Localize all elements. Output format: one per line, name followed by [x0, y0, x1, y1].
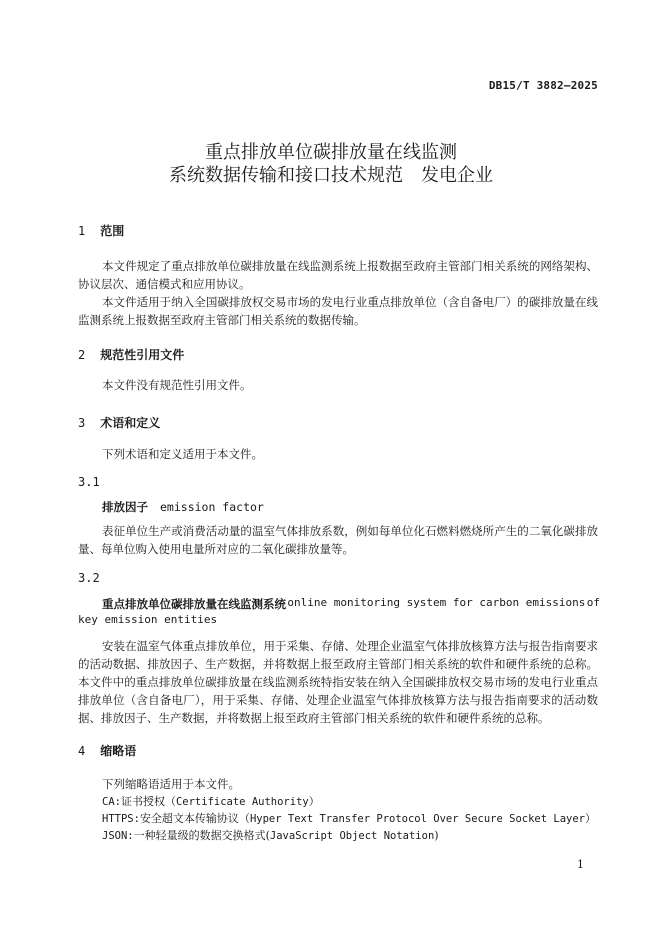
abbreviation-english: JavaScript Object Notation [269, 830, 435, 842]
abbreviation-item [102, 827, 439, 845]
abbreviation-term: JSON: [102, 830, 134, 842]
abbreviation-description: 证书授权（ [120, 795, 176, 808]
abbreviation-english: Certificate Authority [175, 796, 309, 808]
term-3-2-definition: 安装在温室气体重点排放单位，用于采集、存储、处理企业温室气体排放核算方法与报告指南要求的活动数据、排放因子、生产数据，并将数据上报至政府主管部门相关系统的软件和硬件系统的总称。本文件中的重点排放单位碳排放量在线监测系统特指安装在纳入全国碳排放权交易市场的发电行业重点排放单位（含自备电厂），用于采集、存储、处理企业温室气体排放核算方法与报告指南要求的活动数据、排放因子、生产数据，并将数据上报至政府主管部门相关系统的软件和硬件系统的总称。 [78, 639, 598, 725]
section-title: 术语和定义 [100, 416, 161, 430]
section-title: 范围 [100, 224, 125, 238]
section-4-intro: 下列缩略语适用于本文件。 [102, 777, 240, 791]
abbreviation-close: ） [584, 812, 596, 825]
section-number: 1 [78, 224, 86, 238]
abbreviation-english: Hyper Text Transfer Protocol Over Secure Socket Layer [249, 813, 585, 825]
document-code: DB15/T 3882—2025 [488, 79, 598, 92]
term-3-1-number: 3.1 [78, 475, 100, 489]
section-1-heading [78, 222, 124, 239]
abbreviation-close: ） [308, 795, 320, 808]
document-title-line-2: 系统数据传输和接口技术规范 发电企业 [169, 165, 493, 186]
abbreviation-close: ) [434, 829, 439, 842]
section-4-heading [78, 742, 136, 759]
section-number: 4 [78, 744, 86, 758]
section-3-paragraph-1: 下列术语和定义适用于本文件。 [102, 447, 263, 461]
section-title: 规范性引用文件 [100, 348, 185, 362]
section-2-heading [78, 346, 184, 363]
section-number: 2 [78, 348, 86, 362]
term-3-1-title [102, 499, 264, 515]
abbreviation-term: CA: [102, 796, 121, 808]
section-1-paragraph-1: 本文件规定了重点排放单位碳排放量在线监测系统上报数据至政府主管部门相关系统的网络架构、协议层次、通信模式和应用协议。 [78, 259, 598, 291]
section-number: 3 [78, 416, 86, 430]
document-title-line-1: 重点排放单位碳排放量在线监测 [205, 142, 457, 163]
term-en-part-2: of [586, 596, 600, 609]
abbreviation-description: 一种轻量级的数据交换格式( [133, 829, 270, 842]
section-2-paragraph-1: 本文件没有规范性引用文件。 [102, 378, 252, 392]
abbreviation-item [102, 810, 596, 828]
term-3-2-title [102, 596, 600, 612]
abbreviation-description: 安全超文本传输协议（ [139, 812, 250, 825]
section-3-heading [78, 414, 160, 431]
abbreviation-term: HTTPS: [102, 813, 140, 825]
term-3-2-title-continued: key emission entities [78, 613, 218, 626]
term-3-2-number: 3.2 [78, 571, 100, 585]
term-zh: 重点排放单位碳排放量在线监测系统 [102, 597, 286, 611]
term-en: emission factor [160, 500, 264, 514]
section-1-paragraph-2: 本文件适用于纳入全国碳排放权交易市场的发电行业重点排放单位（含自备电厂）的碳排放量在线监测系统上报数据至政府主管部门相关系统的数据传输。 [78, 295, 598, 327]
term-3-1-definition: 表征单位生产或消费活动量的温室气体排放系数，例如每单位化石燃料燃烧所产生的二氧化碳排放量、每单位购入使用电量所对应的二氧化碳排放量等。 [78, 524, 598, 556]
abbreviation-item [102, 793, 320, 811]
term-zh: 排放因子 [102, 500, 148, 514]
term-en-part-1: online monitoring system for carbon emissions [287, 596, 586, 609]
section-title: 缩略语 [100, 744, 137, 758]
page-number: 1 [577, 858, 584, 871]
